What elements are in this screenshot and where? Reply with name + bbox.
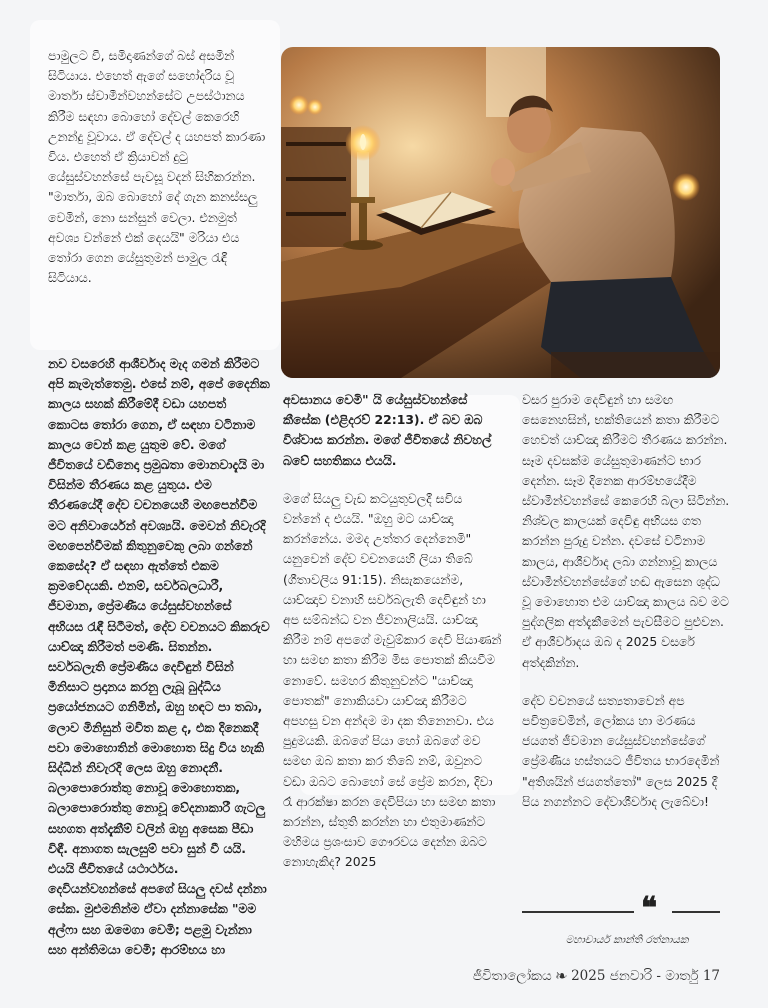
body-paragraph-bold: අවසානය වෙමි" යි යේසුස්වහන්සේ කීසේක (එළිදරව් 22:13). ඒ බව ඔබ විශ්වාස කරන්න. මගේ ජීවිතයේ නිවහල් බවේ සහතිකය එයයි.	[283, 392, 492, 468]
divider-right	[672, 911, 720, 913]
column-1-bottom	[48, 354, 270, 978]
author-name: මහාචාර්ය කාන්ති රත්නායක	[565, 934, 689, 946]
body-paragraph: පාමුලට වී, සමිදාණන්ගේ බස් අසමින් සිටියාය. එහෙත් ඇගේ සහෝදරිය වූ මාර්තා ස්වාමීන්වහන්සේට උපස්ථානය කිරීම සඳහා බොහෝ දේවල් කෙරෙහි උනන්දු වූවාය. ඒ දේවල් ද යහපත් කාරණා විය. එහෙත් ඒ ක්‍රියාවන් දුටු යේසුස්වහන්සේ පැවසූ වදන් සිහිකරන්න. "මාර්තා, ඔබ බොහෝ දේ ගැන කනස්සලු වෙමින්, නො සන්සුන් වෙලා. එනමුත් අවශ්‍ය වන්නේ එක් දෙයයි" මරියා එය තෝරා ගෙන යේසුතුමන් පාමුල රැඳී සිටියාය.	[48, 48, 266, 286]
column-1-top	[48, 46, 270, 306]
column-3	[522, 390, 732, 830]
body-paragraph: මගේ සියලු වැඩ කටයුතුවලදී සවිය වන්නේ ද එයයි. "ඔහු මට යාච්ඤා කරන්නේය. මමද උත්තර දෙන්නෙමි" යනුවෙන් දේව වචනයෙහි ලියා තිබේ (ගීතාවලිය 91:15). නිසැකයෙන්ම, යාච්ඤාව වනාහි සර්වබලැති දෙවිඳුන් හා අප සම්බන්ධ වන ජීවනාලියයි. යාච්ඤා කිරීම නම් අපගේ මැවුම්කාර දෙවි පියාණන් හා සමඟ කතා කිරීම මිස පොතක් කියවීම නොවේ. සමහර කිතුනුවන්ට "යාච්ඤා පොතක්" නොකියවා යාච්ඤා කිරීමට අපහසු වන අන්දම මා දක තිනෙනවා. එය පුදුමයකි. ඔබගේ පියා හෝ ඔබගේ මව සමඟ ඔබ කතා කර තිබේ නම්, ඔවුනට වඩා ඔබට බොහෝ සේ ප්‍රේම කරන, දිවා රෑ ආරක්ෂා කරන දෙවිපියා හා සමඟ කතා කරන්න, ස්තුති කරන්න හා එතුමාණන්ට මහිමය ප්‍රශංසාව ගෞරවය දෙන්න ඔබට නොහැකිද? 2025	[283, 490, 502, 870]
page-footer: ජීවිතාලෝකය ❧ 2025 ජනවාරි - මාර්තු 17	[472, 968, 720, 984]
quote-icon: ❝	[641, 891, 658, 926]
divider-left	[522, 911, 634, 913]
column-2	[283, 390, 503, 891]
body-paragraph: වසර පුරාම දෙවිඳුන් හා සමඟ සෙනෙහසින්, භක්තියෙන් කතා කිරීමට හෙවත් යාච්ඤා කිරීමට තීරණය කරන්න. සෑම දවසක්ම යේසුතුමාණන්ට භාර දෙන්න. සෑම දිනෙක ආරම්භයේදීම ස්වාමීන්වහන්සේ කෙරෙහි බලා සිටින්න. නිශ්චල කාලයක් දෙවිඳු අභියස ගත කරන්න පුරුදු වන්න. දවසේ වටිනාම කාලය, ආශීර්වාද ලබා ගන්නාවූ කාලය ස්වාමීන්වහන්සේගේ හඬ ඇසෙන ශුද්ධ වූ මොහොත එම යාච්ඤා කාලය බව මට පුද්ගලික අත්දැකීමෙන් පැවසීමට පුළුවන. ඒ ආශීර්වාදය ඔබ ද 2025 වසරේ අත්දකින්න.	[522, 392, 730, 670]
body-paragraph-bold: නව වසරෙහි ආශීර්වාද මැද ගමන් කිරීමට අපි කැමැත්තෙමු. එසේ නම්, අපේ දෛනික කාලය සහක් කිරීමේදී වඩා යහපත් කොටස තෝරා ගෙන, ඒ සඳහා වටිනාම කාලය වෙන් කළ යුතුම වේ. මගේ ජීවිතයේ වඩිනෙදා ප්‍රමුඛතා මොනවාදැයි මා විසින්ම තීරණය කළ යුතුය. එම තීරණයේදී දේව වචනයෙහි මඟපෙන්වීම මට අනිවාර්යෙන් අවශ්‍යයි. මෙවන් නිවැරදි මඟපෙන්වීමක් කිතුනුවෙකු ලබා ගන්නේ කෙසේද? ඒ සඳහා ඇත්තේ එකම ක්‍රමවේදයකි. එනම්, සර්වබලධාරී, ජීවමාන, ප්‍රේමණීය යේසුස්වහන්සේ අභියස රැඳී සිටීමත්, දේව වචනයට කිකරුව යාච්ඤා කිරීමත් පමණි. සිතන්න. සර්වබලැති ප්‍රේමණීය දෙවිඳුන් විසින් මිනිසාට ප්‍රදානය කරනු ලැබූ බුද්ධිය ප්‍රයෝජනයට ගනිමින්, ඔහු හඳට පා තබා, ලොව මිනිසුන් මවිත කළ ද, එක දිනෙකදී පවා මොහොතින් මොහොත සිදු විය හැකි සිද්ධීන් නිවැරදි ලෙස ඔහු නොදනී. බලාපොරොත්තු නොවූ මොහොතක, බලාපොරොත්තු නොවූ වේදනාකාරී ගැටලු සහගත අත්දැකීම් වලින් ඔහු අසෙක පීඩා විඳී. අනාගත සැලසුම් පවා සුන් වී යයි. එයයි ජීවිතයේ යථාර්ථය. දෙවියන්වහන්සේ අපගේ සියලු දවස් දන්නා සේක. මුළුමනින්ම ඒවා දන්නාසේක "මම අල්ෆා සහ ඔමෙගා වෙමි; පළමු වැන්නා සහ අන්තිමයා වෙමි; ආරම්භය හා	[48, 356, 270, 957]
body-paragraph: දේව වචනයේ සත්‍යතාවෙන් අප පවිත්‍රවෙමින්, ලෝකය හා මරණය ජයගත් ජීවමාන යේසුස්වහන්සේගේ ප්‍රේමණීය හස්තයට ජීවිතය භාරදෙමින් "අතිශයින් ජයගත්තෝ" ලෙස 2025 දී පිය නගන්නට දේවාශීර්වාද ලැබේවා!	[522, 692, 720, 809]
praying-man-photo	[281, 47, 720, 378]
